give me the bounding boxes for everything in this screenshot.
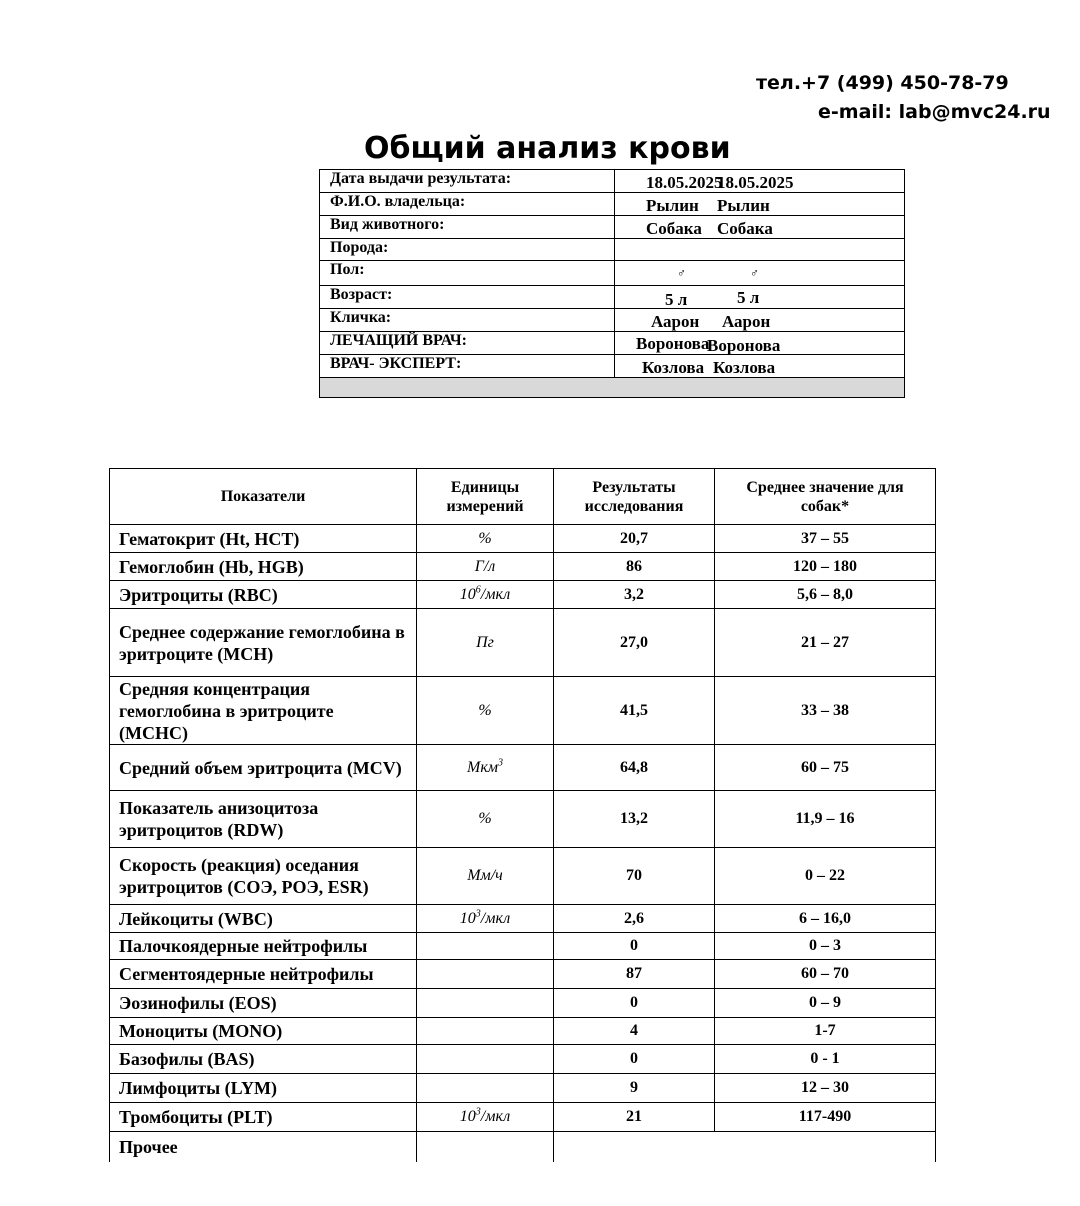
other-value-cell xyxy=(554,1132,936,1162)
info-label: Возраст: xyxy=(320,286,615,309)
unit-base: 10 xyxy=(459,1108,476,1125)
reference-range: 120 – 180 xyxy=(715,553,936,581)
info-value xyxy=(615,286,905,309)
reference-range: 60 – 70 xyxy=(715,960,936,989)
table-row xyxy=(110,933,936,960)
other-label: Прочее xyxy=(110,1132,417,1162)
table-row xyxy=(110,525,936,553)
result-value: 41,5 xyxy=(554,677,715,745)
info-value xyxy=(615,170,905,193)
result-value: 3,2 xyxy=(554,581,715,609)
table-row xyxy=(110,1045,936,1074)
table-row xyxy=(110,791,936,848)
result-value: 0 xyxy=(554,989,715,1018)
unit-cell xyxy=(417,1045,554,1074)
result-value: 20,7 xyxy=(554,525,715,553)
result-value: 0 xyxy=(554,1045,715,1074)
unit-base: % xyxy=(478,810,492,827)
info-value-a: 18.05.2025 xyxy=(646,173,723,192)
info-value-b: ♂ xyxy=(750,266,759,280)
result-value: 2,6 xyxy=(554,905,715,933)
indicator-name: Среднее содержание гемоглобина в эритроците (MCH) xyxy=(110,609,417,677)
info-value-a: ♂ xyxy=(677,266,686,280)
patient-info-table xyxy=(319,169,905,398)
unit-cell xyxy=(417,581,554,609)
other-unit-cell xyxy=(417,1132,554,1162)
info-value xyxy=(615,309,905,332)
unit-exponent: 6 xyxy=(475,584,481,596)
info-value-a: Воронова xyxy=(636,334,710,353)
table-row xyxy=(110,1074,936,1103)
info-value-a: Козлова xyxy=(642,358,705,377)
table-row xyxy=(110,848,936,905)
unit-cell xyxy=(417,553,554,581)
info-label: ЛЕЧАЩИЙ ВРАЧ: xyxy=(320,332,615,355)
table-row xyxy=(110,905,936,933)
unit-suffix: /мкл xyxy=(480,1108,511,1125)
indicator-name: Моноциты (MONO) xyxy=(110,1018,417,1045)
result-value: 9 xyxy=(554,1074,715,1103)
indicator-name: Гемоглобин (Hb, HGB) xyxy=(110,553,417,581)
table-row xyxy=(110,1018,936,1045)
info-row-expert xyxy=(320,355,905,378)
info-label: Кличка: xyxy=(320,309,615,332)
result-value: 4 xyxy=(554,1018,715,1045)
info-value-b: 18.05.2025 xyxy=(717,173,794,192)
table-row xyxy=(110,581,936,609)
info-label: Вид животного: xyxy=(320,216,615,239)
reference-range: 0 – 22 xyxy=(715,848,936,905)
column-header-norm: Среднее значение для собак* xyxy=(715,469,936,525)
unit-cell xyxy=(417,1103,554,1132)
info-value xyxy=(615,193,905,216)
indicator-name: Сегментоядерные нейтрофилы xyxy=(110,960,417,989)
unit-cell xyxy=(417,960,554,989)
info-value xyxy=(615,261,905,286)
reference-range: 6 – 16,0 xyxy=(715,905,936,933)
table-row xyxy=(110,677,936,745)
unit-base: Г/л xyxy=(474,557,496,575)
reference-range: 1-7 xyxy=(715,1018,936,1045)
info-value-a: Аарон xyxy=(651,312,700,331)
unit-cell xyxy=(417,525,554,553)
unit-cell xyxy=(417,933,554,960)
reference-range: 21 – 27 xyxy=(715,609,936,677)
unit-cell xyxy=(417,609,554,677)
reference-range: 60 – 75 xyxy=(715,745,936,791)
table-row xyxy=(110,989,936,1018)
unit-base: % xyxy=(478,701,492,719)
result-value: 87 xyxy=(554,960,715,989)
info-value-b: 5 л xyxy=(737,288,760,307)
reference-range: 117-490 xyxy=(715,1103,936,1132)
unit-exponent: 3 xyxy=(498,757,504,769)
indicator-name: Эритроциты (RBC) xyxy=(110,581,417,609)
indicator-name: Эозинофилы (EOS) xyxy=(110,989,417,1018)
unit-base: 10 xyxy=(459,585,476,603)
info-value-a: Собака xyxy=(646,219,702,238)
column-header-units: Единицы измерений xyxy=(417,469,554,525)
results-table xyxy=(109,468,936,1162)
gray-spacer xyxy=(320,378,905,398)
info-value-a: Рылин xyxy=(646,196,699,215)
indicator-name: Скорость (реакция) оседания эритроцитов (СОЭ, РОЭ, ESR) xyxy=(110,848,417,905)
reference-range: 0 – 3 xyxy=(715,933,936,960)
result-value: 64,8 xyxy=(554,745,715,791)
indicator-name: Средняя концентрация гемоглобина в эритроците (MCHC) xyxy=(110,677,417,745)
table-row xyxy=(110,1103,936,1132)
reference-range: 0 - 1 xyxy=(715,1045,936,1074)
result-value: 70 xyxy=(554,848,715,905)
unit-base: Пг xyxy=(476,633,494,651)
lab-email: e-mail: lab@mvc24.ru xyxy=(818,101,1051,123)
table-row xyxy=(110,745,936,791)
reference-range: 33 – 38 xyxy=(715,677,936,745)
result-value: 86 xyxy=(554,553,715,581)
unit-base: % xyxy=(478,529,492,547)
unit-cell xyxy=(417,791,554,848)
unit-exponent: 3 xyxy=(475,908,481,920)
info-value xyxy=(615,332,905,355)
info-label: ВРАЧ- ЭКСПЕРТ: xyxy=(320,355,615,378)
column-header-indicator: Показатели xyxy=(110,469,417,525)
info-row-age xyxy=(320,286,905,309)
info-row-doctor xyxy=(320,332,905,355)
unit-base: Мкм xyxy=(466,758,499,776)
result-value: 21 xyxy=(554,1103,715,1132)
unit-cell xyxy=(417,1074,554,1103)
info-value xyxy=(615,216,905,239)
info-value-b: Козлова xyxy=(713,358,776,377)
indicator-name: Тромбоциты (PLT) xyxy=(110,1103,417,1132)
info-row-name xyxy=(320,309,905,332)
unit-base: Мм/ч xyxy=(467,867,503,884)
indicator-name: Лимфоциты (LYM) xyxy=(110,1074,417,1103)
indicator-name: Базофилы (BAS) xyxy=(110,1045,417,1074)
info-value xyxy=(615,239,905,261)
info-label: Ф.И.О. владельца: xyxy=(320,193,615,216)
info-value xyxy=(615,355,905,378)
reference-range: 0 – 9 xyxy=(715,989,936,1018)
info-row-breed xyxy=(320,239,905,261)
info-row-date xyxy=(320,170,905,193)
info-row-species xyxy=(320,216,905,239)
column-header-result: Результаты исследования xyxy=(554,469,715,525)
indicator-name: Лейкоциты (WBC) xyxy=(110,905,417,933)
table-row xyxy=(110,960,936,989)
result-value: 27,0 xyxy=(554,609,715,677)
unit-cell xyxy=(417,905,554,933)
reference-range: 37 – 55 xyxy=(715,525,936,553)
info-label: Порода: xyxy=(320,239,615,261)
table-row xyxy=(110,553,936,581)
unit-cell xyxy=(417,989,554,1018)
results-header-row xyxy=(110,469,936,525)
info-value-b: Собака xyxy=(717,219,773,238)
info-value-b: Воронова xyxy=(707,336,781,355)
page-title: Общий анализ крови xyxy=(364,131,731,166)
reference-range: 5,6 – 8,0 xyxy=(715,581,936,609)
result-value: 0 xyxy=(554,933,715,960)
info-value-a: 5 л xyxy=(665,290,688,309)
unit-suffix: /мкл xyxy=(480,585,511,603)
info-label: Дата выдачи результата: xyxy=(320,170,615,193)
indicator-name: Показатель анизоцитоза эритроцитов (RDW) xyxy=(110,791,417,848)
result-value: 13,2 xyxy=(554,791,715,848)
info-value-b: Аарон xyxy=(722,312,771,331)
unit-base: 10 xyxy=(459,909,476,927)
info-value-b: Рылин xyxy=(717,196,770,215)
unit-cell xyxy=(417,677,554,745)
info-row-owner xyxy=(320,193,905,216)
info-label: Пол: xyxy=(320,261,615,286)
unit-exponent: 3 xyxy=(475,1106,481,1118)
info-row-spacer xyxy=(320,378,905,398)
reference-range: 11,9 – 16 xyxy=(715,791,936,848)
lab-phone: тел.+7 (499) 450-78-79 xyxy=(756,72,1009,94)
indicator-name: Гематокрит (Ht, HCT) xyxy=(110,525,417,553)
reference-range: 12 – 30 xyxy=(715,1074,936,1103)
info-row-sex xyxy=(320,261,905,286)
table-row-other xyxy=(110,1132,936,1162)
indicator-name: Палочкоядерные нейтрофилы xyxy=(110,933,417,960)
unit-cell xyxy=(417,745,554,791)
indicator-name: Средний объем эритроцита (MCV) xyxy=(110,745,417,791)
unit-cell xyxy=(417,1018,554,1045)
unit-suffix: /мкл xyxy=(480,909,511,927)
unit-cell xyxy=(417,848,554,905)
table-row xyxy=(110,609,936,677)
